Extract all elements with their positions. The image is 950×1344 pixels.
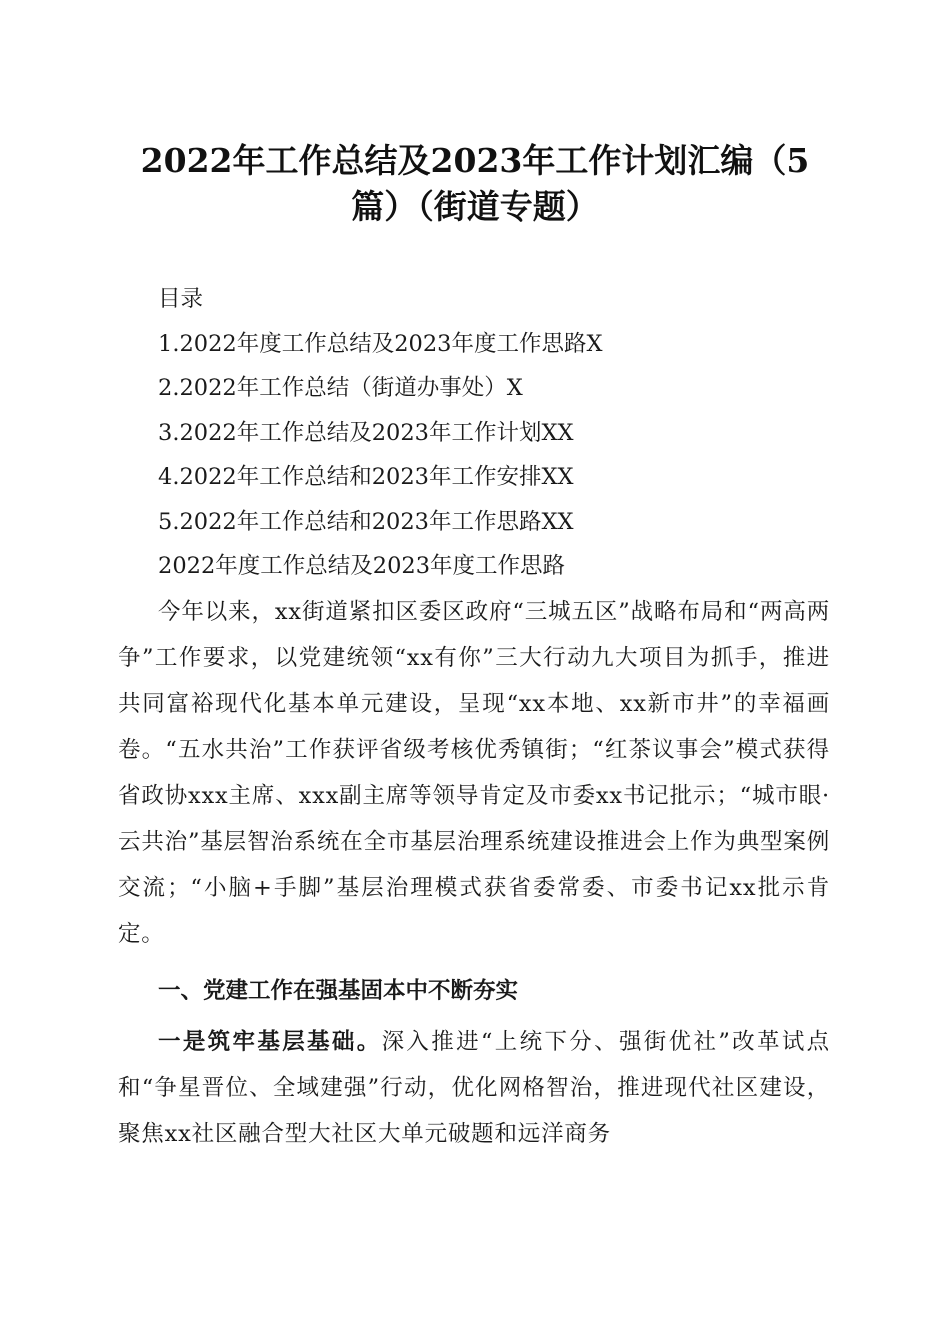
toc-item: 3.2022年工作总结及2023年工作计划XX xyxy=(158,419,574,446)
toc-item: 4.2022年工作总结和2023年工作安排XX xyxy=(158,464,574,490)
section-heading: 一、党建工作在强基固本中不断夯实 xyxy=(158,977,519,1004)
toc-heading: 目录 xyxy=(158,286,204,312)
toc-item: 2.2022年工作总结（街道办事处）X xyxy=(158,375,523,401)
toc-item: 5.2022年工作总结和2023年工作思路XX xyxy=(158,508,574,535)
intro-paragraph: 今年以来，xx街道紧扣区委区政府“三城五区”战略布局和“两高两争”工作要求，以党建统领“xx有你”三大行动九大项目为抓手，推进共同富裕现代化基本单元建设，呈现“xx本地、xx新市井”的幸福画卷。“五水共治”工作获评省级考核优秀镇街；“红茶议事会”模式获得省政协xxx主席、xxx副主席等领导肯定及市委xx书记批示；“城市眼·云共治”基层智治系统在全市基层治理系统建设推进会上作为典型案例交流；“小脑+手脚”基层治理模式获省委常委、市委书记xx批示肯定。 xyxy=(118,598,830,947)
paragraph-lead: 一是筑牢基层基础。 xyxy=(158,1028,382,1055)
paragraph-text: 深入推进“上统下分、强街优社”改革试点和“争星晋位、全域建强”行动，优化网格智治，推进现代社区建设，聚焦xx社区融合型大社区大单元破题和远洋商务 xyxy=(118,1028,830,1147)
title-line-2: 篇）（街道专题） xyxy=(351,187,599,226)
section-title: 2022年度工作总结及2023年度工作思路 xyxy=(158,553,566,579)
body-paragraph xyxy=(118,1019,830,1157)
document-title xyxy=(110,138,840,230)
toc-item: 1.2022年度工作总结及2023年度工作思路X xyxy=(158,330,603,357)
document-body xyxy=(118,277,830,1157)
title-line-1: 2022年工作总结及2023年工作计划汇编（5 xyxy=(140,141,810,180)
